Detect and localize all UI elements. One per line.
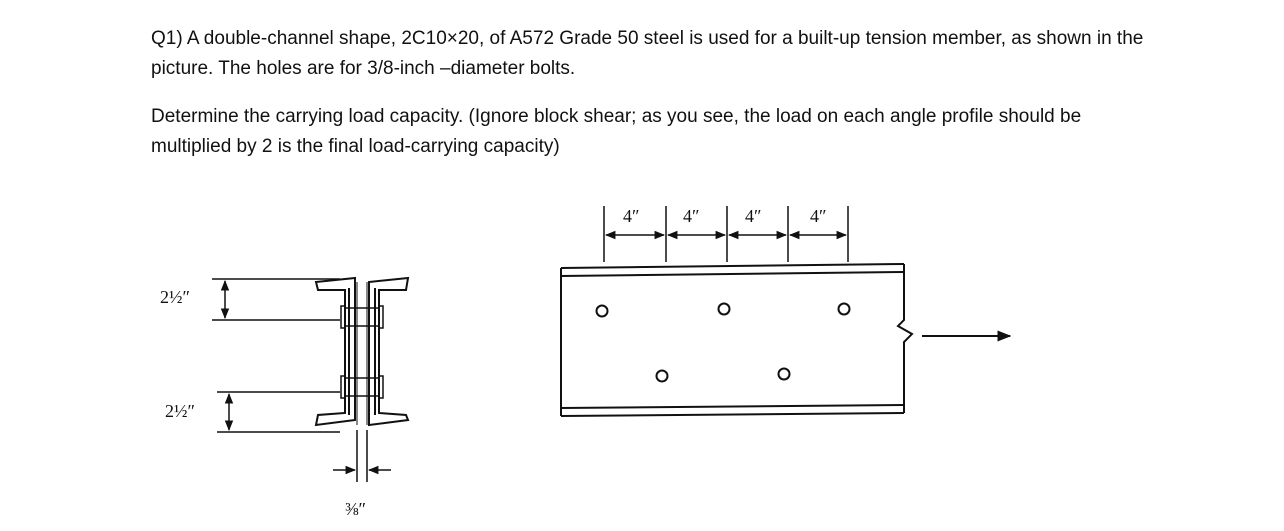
question-text: Q1) A double-channel shape, 2C10×20, of A572 Grade 50 steel is used for a built-up tension member, as shown in the picture. The holes are for 3/8-inch –diameter bolts. — [151, 28, 1144, 79]
instruction-text: Determine the carrying load capacity. (Ignore block shear; as you see, the load on each angle profile should be multiplied by 2 is the final load-carrying capacity) — [151, 106, 1082, 157]
bolt-hole — [657, 371, 668, 382]
gage-dimension-top — [212, 279, 340, 320]
bolt-hole — [839, 304, 850, 315]
elevation-drawing — [561, 264, 912, 416]
gage-label-bottom: 2½″ — [165, 401, 195, 421]
pitch-label: 4″ — [683, 206, 700, 226]
pitch-label: 4″ — [810, 206, 827, 226]
bolt-hole — [719, 304, 730, 315]
pitch-label: 4″ — [745, 206, 762, 226]
gap-label: ⅜″ — [345, 499, 366, 519]
bolt-hole — [597, 306, 608, 317]
bolt-holes — [597, 304, 850, 382]
pitch-label: 4″ — [623, 206, 640, 226]
gap-dimension — [333, 430, 391, 482]
gage-dimension-bottom — [217, 392, 340, 432]
gage-label-top: 2½″ — [160, 287, 190, 307]
bolt-hole — [779, 369, 790, 380]
cross-section-drawing — [316, 278, 408, 425]
